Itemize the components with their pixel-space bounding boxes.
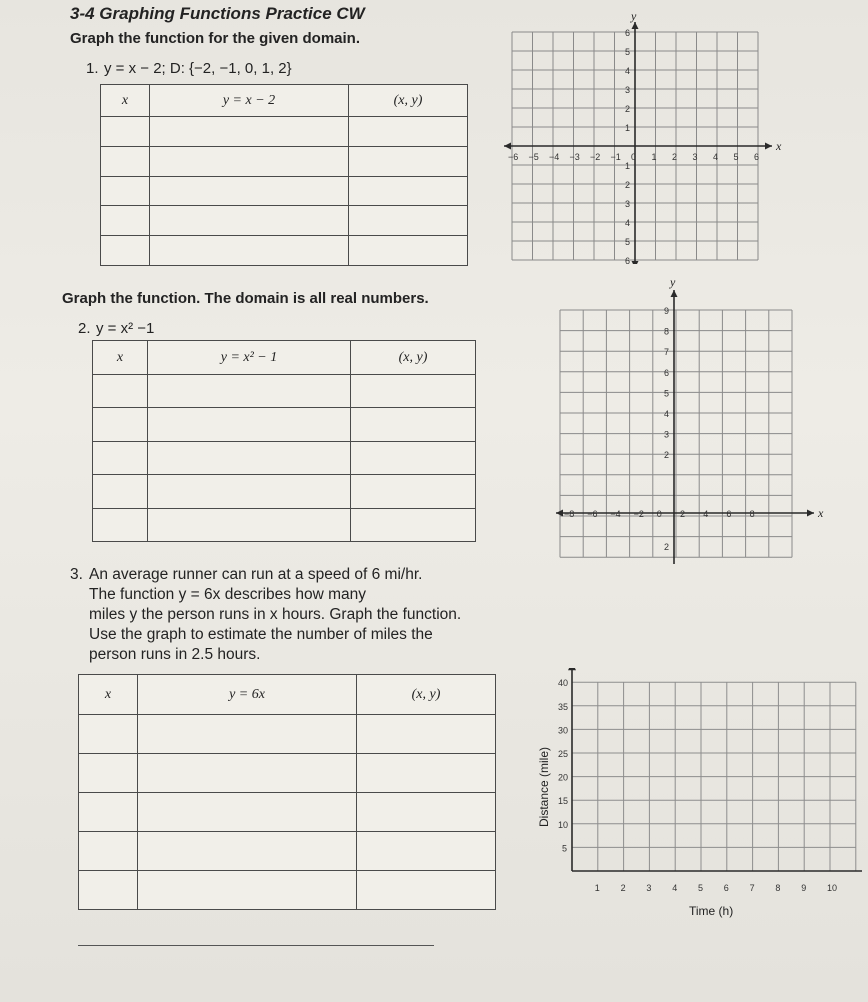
q1-col-xy: (x, y) <box>349 85 468 117</box>
q3-col-xy: (x, y) <box>357 675 496 715</box>
y-tick-label: 35 <box>558 701 569 712</box>
y-tick-label: 5 <box>562 843 568 854</box>
x-tick-label: 9 <box>801 883 807 893</box>
table-row[interactable] <box>79 793 496 832</box>
y-tick-label: 4 <box>625 66 631 76</box>
x-tick-label: −3 <box>569 152 580 162</box>
x-tick-label: 4 <box>703 509 709 519</box>
x-tick-label: 0 <box>631 152 637 162</box>
x-axis-title: Time (h) <box>689 904 734 918</box>
y-tick-label: 9 <box>664 306 670 316</box>
x-tick-label: 0 <box>656 509 662 519</box>
instructions-given-domain: Graph the function for the given domain. <box>70 30 361 47</box>
x-tick-label: 4 <box>672 883 678 893</box>
y-tick-label: 6 <box>625 28 631 38</box>
y-tick-label: 4 <box>664 409 670 419</box>
x-tick-label: 2 <box>680 509 686 519</box>
y-tick-label: 5 <box>664 388 670 399</box>
x-tick-label: −4 <box>549 152 560 162</box>
x-tick-label: 5 <box>733 152 739 162</box>
table-row[interactable] <box>101 176 468 206</box>
instructions-all-reals: Graph the function. The domain is all real numbers. <box>62 290 429 307</box>
q2-col-x: x <box>93 341 148 375</box>
y-tick-label: 6 <box>625 256 631 264</box>
q1-col-x: x <box>101 85 150 117</box>
table-row[interactable] <box>79 754 496 793</box>
q3-line-5: person runs in 2.5 hours. <box>89 646 261 663</box>
y-tick-label: 7 <box>664 347 670 358</box>
y-tick-label: 20 <box>558 772 569 783</box>
q2-col-xy: (x, y) <box>351 341 476 375</box>
table-row[interactable] <box>93 408 476 441</box>
y-tick-label: 2 <box>664 450 670 461</box>
q3-line-1: An average runner can run at a speed of 6 mi/hr. <box>89 566 423 583</box>
x-tick-label: 5 <box>698 883 704 893</box>
q2-col-y: y = x² − 1 <box>148 341 351 375</box>
y-tick-label: 2 <box>625 104 631 114</box>
table-row[interactable] <box>101 236 468 266</box>
x-axis-arrow <box>765 143 772 150</box>
x-tick-label: 3 <box>646 883 652 893</box>
answer-line[interactable] <box>78 945 434 946</box>
y-tick-label: 10 <box>558 819 569 830</box>
x-tick-label: 6 <box>726 509 732 519</box>
y-tick-label: 25 <box>558 749 569 759</box>
x-tick-label: −8 <box>564 509 575 519</box>
y-tick-label: 5 <box>625 237 631 247</box>
y-tick-label: 30 <box>558 725 569 736</box>
y-axis-arrow <box>568 668 576 670</box>
y-tick-label: 4 <box>625 218 631 228</box>
q3-col-y: y = 6x <box>138 675 357 715</box>
q3-col-x: x <box>79 675 138 715</box>
y-tick-label: 6 <box>664 367 670 378</box>
x-tick-label: 10 <box>827 883 838 893</box>
q1-number: 1. <box>86 60 99 77</box>
y-tick-label: 1 <box>625 123 631 133</box>
y-tick-label: 2 <box>625 180 631 190</box>
y-tick-label: 40 <box>558 678 569 689</box>
x-tick-label: −6 <box>587 509 598 519</box>
y-tick-label: 3 <box>664 429 670 440</box>
q3-line-4: Use the graph to estimate the number of miles the <box>89 626 433 643</box>
x-axis-label: x <box>818 506 824 520</box>
y-tick-label: 15 <box>558 796 569 807</box>
table-row[interactable] <box>101 146 468 176</box>
q1-function: y = x − 2; D: {−2, −1, 0, 1, 2} <box>104 60 292 77</box>
table-row[interactable] <box>93 508 476 541</box>
y-axis-title: Distance (mile) <box>537 746 551 827</box>
table-row[interactable] <box>93 475 476 508</box>
table-row[interactable] <box>93 441 476 474</box>
table-row[interactable] <box>79 832 496 871</box>
y-tick-label: 1 <box>625 161 631 171</box>
y-axis-arrow <box>671 290 678 297</box>
q3-line-2: The function y = 6x describes how many <box>89 586 366 603</box>
x-tick-label: 8 <box>749 509 755 519</box>
x-tick-label: 2 <box>620 883 626 893</box>
y-tick-label: 3 <box>625 85 631 95</box>
q2-table <box>92 340 476 542</box>
x-tick-label: −2 <box>590 152 601 162</box>
q3-table <box>78 674 496 910</box>
y-axis-arrow <box>632 22 639 29</box>
x-tick-label: 4 <box>713 152 719 162</box>
y-axis-label: y <box>670 275 676 289</box>
table-row[interactable] <box>79 871 496 910</box>
q1-col-y: y = x − 2 <box>150 85 349 117</box>
x-tick-label: 1 <box>651 152 657 162</box>
x-axis-arrow <box>807 510 814 517</box>
y-axis-label: y <box>631 14 637 23</box>
table-row[interactable] <box>79 715 496 754</box>
x-tick-label: −5 <box>528 152 539 162</box>
x-tick-label: −4 <box>610 509 621 519</box>
q2-coordinate-grid[interactable] <box>552 274 828 564</box>
q1-coordinate-grid[interactable] <box>492 14 782 264</box>
x-axis-arrow-start <box>504 143 511 150</box>
x-tick-label: 6 <box>723 883 729 893</box>
x-tick-label: 7 <box>749 883 755 893</box>
table-row[interactable] <box>93 375 476 408</box>
y-axis-arrow-start <box>632 261 639 264</box>
y-tick-label: 8 <box>664 326 670 337</box>
q2-number: 2. <box>78 320 91 337</box>
table-row[interactable] <box>101 117 468 147</box>
x-tick-label: 2 <box>672 152 678 162</box>
x-tick-label: 8 <box>775 883 781 893</box>
q3-line-3: miles y the person runs in x hours. Graph the function. <box>89 606 462 623</box>
q2-function: y = x² −1 <box>96 320 155 337</box>
x-tick-label: −1 <box>610 152 621 162</box>
y-tick-label: 5 <box>625 47 631 57</box>
worksheet-title: 3-4 Graphing Functions Practice CW <box>70 4 365 23</box>
q3-distance-time-graph[interactable] <box>528 668 862 926</box>
x-axis-label: x <box>776 139 782 153</box>
x-tick-label: 3 <box>692 152 698 162</box>
q1-table <box>100 84 468 266</box>
y-tick-label: 2 <box>664 542 670 553</box>
y-tick-label: 3 <box>625 199 631 209</box>
table-row[interactable] <box>101 206 468 236</box>
x-tick-label: 6 <box>754 152 760 162</box>
x-tick-label: −6 <box>508 152 519 162</box>
q3-number: 3. <box>70 566 83 583</box>
x-tick-label: 1 <box>594 883 600 893</box>
x-tick-label: −2 <box>633 509 644 519</box>
